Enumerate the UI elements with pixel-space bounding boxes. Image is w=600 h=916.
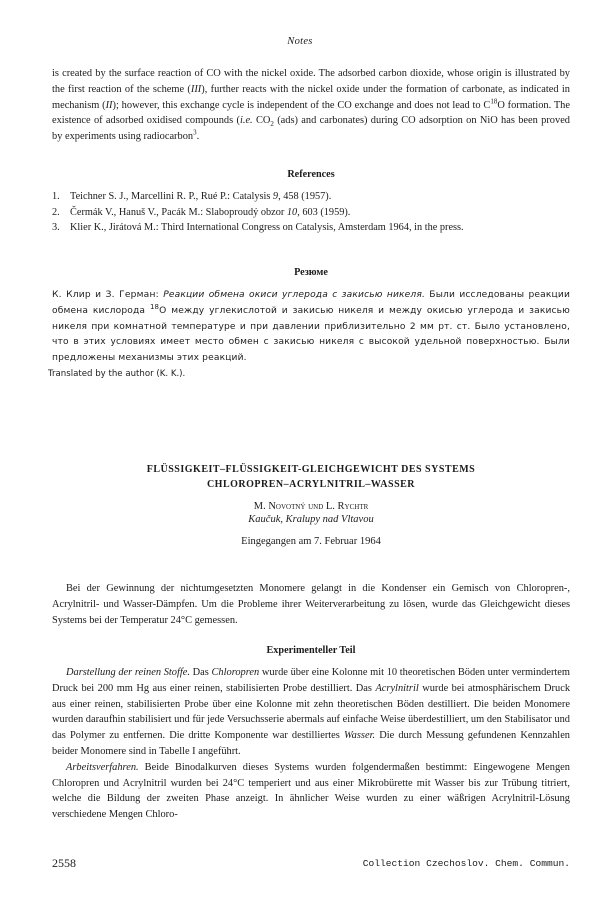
reference-text: [70, 220, 570, 236]
paragraph-text: Beide Binodalkurven dieses Systems wurden folgendermaßen bestimmt: Eingewogene Mengen Chloropren und Acrylnitril wurden bei 24°C temperiert und aus einer Mikrobürette mit Wasser bis zur Trübung titriert, welche die Bildung der zweiten Phase anzeigt. In ähnlicher Weise wurden zu einer wäßrigen Acrylnitril-Lösung verschiedene Mengen Chloro-: [52, 761, 570, 821]
journal-name: Collection Czechoslov. Chem. Commun.: [362, 858, 570, 869]
paragraph-lead: Arbeitsverfahren.: [66, 761, 139, 773]
translation-note: Translated by the author (K. K.).: [48, 368, 186, 379]
intro-text: (ads) and carbonates) during CO adsorption on NiO has been proved by experiments using radiocarbon: [52, 115, 570, 143]
references-list: [52, 189, 570, 236]
article-title-line-1: FLÜSSIGKEIT–FLÜSSIGKEIT-GLEICHGEWICHT DES SYSTEMS: [146, 464, 476, 475]
experimental-paragraph-2: [52, 760, 570, 823]
intro-superscript: 3: [193, 128, 197, 137]
reference-volume: 9: [272, 191, 279, 202]
resume-title: Реакции обмена окиси углерода с закисью никеля.: [163, 290, 426, 300]
experimental-section: [52, 645, 570, 823]
intro-text: is created by the surface reaction of CO with the nickel oxide. The adsorbed carbon dioxide, whose origin is illustrated by the first reaction of the scheme (: [52, 68, 570, 95]
reference-text: [70, 205, 570, 221]
intro-text: ), further reacts with the nickel oxide under the formation of carbonate, as indicated in mechanism (: [52, 83, 570, 111]
reference-item: [52, 205, 570, 221]
experimental-heading: Experimenteller Teil: [266, 645, 356, 656]
intro-text: ); however, this exchange cycle is independent of the CO exchange and does not lead to C: [112, 99, 491, 111]
reference-pages: , 458 (1957).: [278, 191, 332, 202]
running-head: Notes: [287, 36, 313, 47]
page-number: 2558: [52, 856, 76, 870]
resume-section: [48, 267, 571, 379]
reference-item: [52, 189, 570, 205]
compound-name: Wasser.: [343, 730, 376, 742]
intro-paragraph-block: [52, 66, 570, 145]
resume-body: Были исследованы реакции обмена кислорода: [52, 290, 571, 316]
paragraph-text: wurde über eine Kolonne mit 10 theoretischen Böden unter vermindertem Druck bei 200 mm Hg aus einer reinen, stabilisierten Probe destilliert. Das: [52, 667, 570, 694]
reference-citation: Čermák V., Hanuš V., Pacák M.: Slaboproudý obzor: [70, 206, 287, 218]
reference-citation: Teichner S. J., Marcellini R. P., Rué P.: Catalysis: [70, 191, 273, 202]
reference-item: [52, 220, 570, 236]
intro-subscript: 2: [270, 120, 274, 129]
intro-superscript: 18: [490, 97, 498, 106]
reference-number: 1.: [52, 191, 60, 202]
article-received-date: Eingegangen am 7. Februar 1964: [241, 536, 381, 547]
intro-italic: II: [105, 99, 113, 111]
paragraph-text: wurde bei atmosphärischem Druck aus einer reinen, stabilisierten Probe über eine Kolonne mit zehn theoretischen Böden destilliert. Die beiden Monomere wurden daraufhin stabilisiert und für jede Versuchsserie abermals auf einfache Weise überdestilliert, um den Stabilisator und das Polymer zu entfernen. Die dritte Komponente war destilliertes: [52, 682, 571, 742]
reference-number: 2.: [52, 206, 60, 218]
resume-body: O между углекислотой и закисью никеля и между окисью углерода и закисью никеля при комнатной температуре и при давлении приблизительно 2 мм рт. ст. Было установлено, что в этих условиях имеет место обмен с закисью никеля с высокой удельной поверхностью. Были предложены механизмы этих реакций.: [52, 305, 570, 364]
reference-number: 3.: [52, 222, 60, 234]
article-title-line-2: CHLOROPREN–ACRYLNITRIL–WASSER: [206, 479, 416, 490]
paragraph-text: Das: [189, 667, 212, 678]
experimental-paragraph-1: [52, 665, 570, 760]
compound-name: Chloropren: [211, 667, 260, 678]
intro-paragraph: [52, 66, 570, 145]
reference-pages: , 603 (1959).: [297, 206, 351, 218]
article-authors: M. Novotný und L. Rychtr: [253, 501, 369, 512]
references-section: [52, 169, 570, 236]
intro-text: CO: [252, 115, 271, 127]
resume-heading: Резюме: [294, 267, 328, 278]
reference-volume: 10: [286, 206, 298, 218]
references-heading: References: [287, 169, 335, 180]
resume-superscript: 18: [149, 302, 160, 311]
article-abstract: Bei der Gewinnung der nichtumgesetzten Monomere gelangt in die Kondenser ein Gemisch von Chloropren-, Acrylnitril- und Wasser-Dämpfen. Um die Probleme ihrer Weiterverarbeitung zu lösen, wurde das Gleichgewicht dieses Systems bei der Temperatur 24°C gemessen.: [52, 583, 570, 626]
article-affiliation: Kaučuk, Kralupy nad Vltavou: [248, 514, 374, 525]
paragraph-lead: Darstellung der reinen Stoffe.: [66, 667, 190, 678]
reference-citation: Klier K., Jirátová M.: Third International Congress on Catalysis, Amsterdam 1964, in the press.: [70, 222, 464, 234]
intro-italic: i.e.: [239, 115, 253, 127]
compound-name: Acrylnitril: [375, 682, 419, 694]
paragraph-text: Die durch Messung gefundenen Kennzahlen beider Monomere sind in Tabelle I angeführt.: [52, 730, 570, 757]
reference-text: [70, 189, 570, 205]
intro-text: O formation. The existence of adsorbed oxidised compounds (: [52, 99, 570, 127]
article-abstract-block: [52, 581, 570, 628]
resume-text: [52, 288, 570, 367]
article-header: [52, 462, 570, 547]
resume-authors: К. Клир и З. Герман:: [52, 290, 164, 300]
intro-italic: III: [190, 83, 202, 95]
intro-text: .: [196, 131, 200, 143]
